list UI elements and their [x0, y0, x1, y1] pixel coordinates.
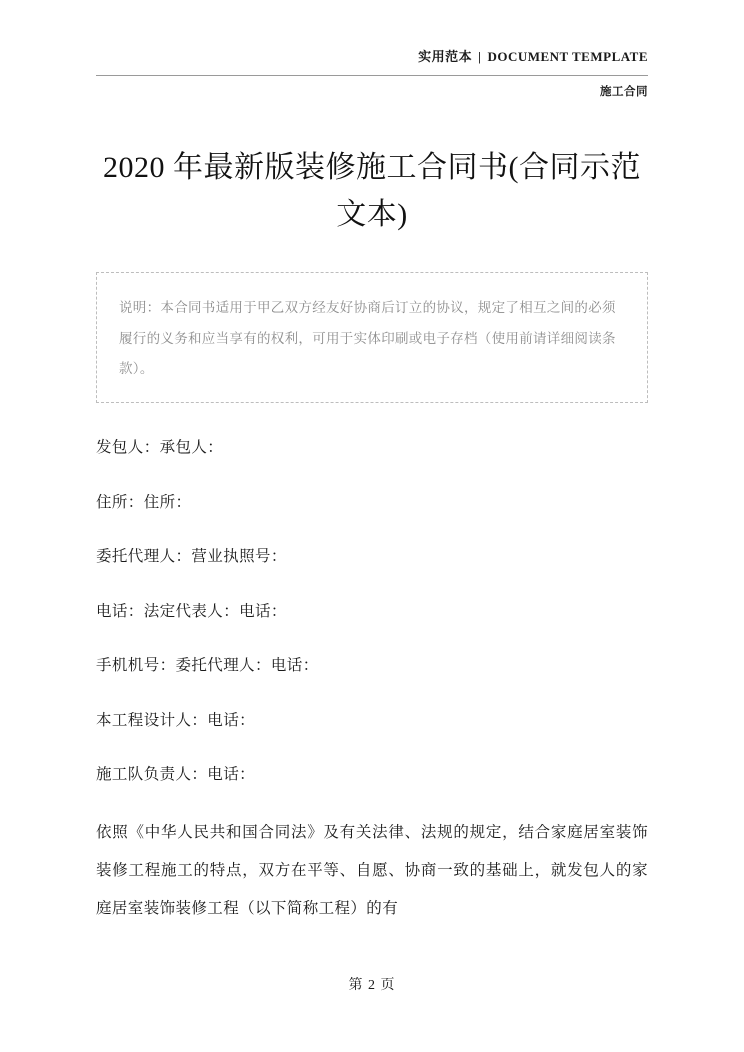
header-brand — [96, 48, 648, 66]
header-brand-cn: 实用范本 — [418, 49, 473, 64]
field-line: 本工程设计人：电话： — [96, 711, 256, 729]
header-brand-en: DOCUMENT TEMPLATE — [487, 49, 648, 64]
header-subtitle: 施工合同 — [600, 86, 648, 99]
field-line: 发包人：承包人： — [96, 439, 224, 457]
page-footer: 第 2 页 — [348, 978, 396, 993]
header-brand-separator: | — [478, 49, 482, 64]
header-divider — [96, 75, 648, 76]
field-line: 委托代理人：营业执照号： — [96, 548, 287, 566]
notice-box: 说明：本合同书适用于甲乙双方经友好协商后订立的协议，规定了相互之间的必须履行的义务和应当享有的权利，可用于实体印刷或电子存档（使用前请详细阅读条款）。 — [96, 272, 648, 403]
page-title: 2020 年最新版装修施工合同书(合同示范文本) — [103, 151, 641, 231]
field-line: 手机机号：委托代理人：电话： — [96, 657, 319, 675]
document-header — [96, 0, 648, 99]
document-body — [96, 433, 648, 928]
body-paragraph: 依照《中华人民共和国合同法》及有关法律、法规的规定，结合家庭居室装饰装修工程施工的特点，双方在平等、自愿、协商一致的基础上，就发包人的家庭居室装饰装修工程（以下简称工程）的有 — [96, 824, 648, 918]
field-line: 电话：法定代表人：电话： — [96, 602, 287, 620]
field-line: 住所：住所： — [96, 493, 192, 511]
field-line: 施工队负责人：电话： — [96, 765, 256, 783]
